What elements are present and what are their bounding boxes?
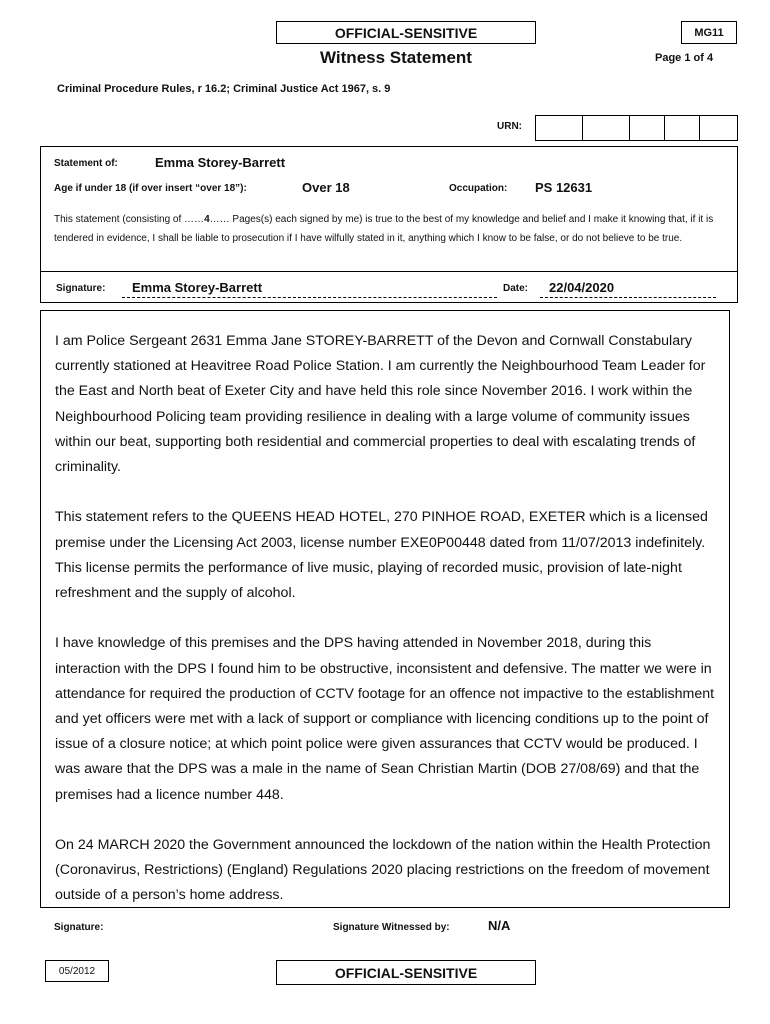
urn-box[interactable] <box>535 115 582 141</box>
signature-label: Signature: <box>56 283 106 294</box>
classification-marking-top: OFFICIAL-SENSITIVE <box>276 21 536 44</box>
statement-of-label: Statement of: <box>54 158 118 169</box>
urn-box[interactable] <box>699 115 738 141</box>
legal-reference: Criminal Procedure Rules, r 16.2; Criminal Justice Act 1967, s. 9 <box>57 83 391 95</box>
declaration-after: …… Pages(s) each signed by me) is true to the best of my knowledge and belief and I make it knowing that, if it is tendered in evidence, I shall be liable to prosecution if I have wilfully stated in it, anything which I know to be false, or do not believe to be true. <box>54 214 714 244</box>
age-label: Age if under 18 (if over insert “over 18”): <box>54 183 247 194</box>
urn-field[interactable] <box>535 115 738 141</box>
details-divider <box>40 271 738 272</box>
date-label: Date: <box>503 283 529 294</box>
age-value[interactable]: Over 18 <box>302 180 350 195</box>
witnessed-by-label: Signature Witnessed by: <box>333 922 450 933</box>
signature-line <box>122 297 497 298</box>
document-title: Witness Statement <box>320 48 472 67</box>
statement-body <box>55 329 720 934</box>
declaration-page-count: 4 <box>204 214 210 225</box>
classification-marking-bottom: OFFICIAL-SENSITIVE <box>276 960 536 985</box>
statement-paragraph: This statement refers to the QUEENS HEAD HOTEL, 270 PINHOE ROAD, EXETER which is a licensed premise under the Licensing Act 2003, license number EXE0P00448 dated from 11/07/2013 indefinitely. This license permits the performance of live music, playing of recorded music, provision of late-night refreshment and the supply of alcohol. <box>55 509 708 602</box>
page-indicator: Page 1 of 4 <box>655 52 714 64</box>
declaration-before: This statement (consisting of …… <box>54 214 205 225</box>
date-line <box>540 297 716 298</box>
signature-value[interactable]: Emma Storey-Barrett <box>132 280 263 295</box>
date-value[interactable]: 22/04/2020 <box>549 280 615 295</box>
occupation-value[interactable]: PS 12631 <box>535 180 593 195</box>
urn-label: URN: <box>497 121 522 132</box>
occupation-label: Occupation: <box>449 183 508 194</box>
statement-of-value[interactable]: Emma Storey-Barrett <box>155 155 286 170</box>
footer-signature-label: Signature: <box>54 922 104 933</box>
declaration-text <box>54 210 724 248</box>
urn-box[interactable] <box>664 115 699 141</box>
form-version-date: 05/2012 <box>45 960 109 982</box>
urn-box[interactable] <box>582 115 629 141</box>
statement-paragraph: On 24 MARCH 2020 the Government announced the lockdown of the nation within the Health Protection (Coronavirus, Restrictions) (England) Regulations 2020 placing restrictions on the freedom of movement outside of a person’s home address. <box>55 837 711 904</box>
form-code: MG11 <box>681 21 737 44</box>
urn-box[interactable] <box>629 115 664 141</box>
statement-paragraph: I am Police Sergeant 2631 Emma Jane STOREY-BARRETT of the Devon and Cornwall Constabulary currently stationed at Heavitree Road Police Station. I am currently the Neighbourhood Team Leader for the East and North beat of Exeter City and have held this role since November 2016. I work within the Neighbourhood Policing team providing resilience in dealing with a large volume of community issues within our beat, supporting both residential and commercial properties to deal with escalating trends of criminality. <box>55 333 706 476</box>
statement-paragraph: I have knowledge of this premises and the DPS having attended in November 2018, during this interaction with the DPS I found him to be obstructive, inconsistent and defensive. The matter we were in attendance for required the production of CCTV footage for an offence not impactive to the establishment and yet officers were met with a lack of support or compliance with licencing conditions up to the point of issue of a closure notice; at which point police were given assurances that CCTV would be produced. I was aware that the DPS was a male in the name of Sean Christian Martin (DOB 27/08/69) and that the premises had a licence number 448. <box>55 635 715 803</box>
witnessed-by-value[interactable]: N/A <box>488 918 511 933</box>
